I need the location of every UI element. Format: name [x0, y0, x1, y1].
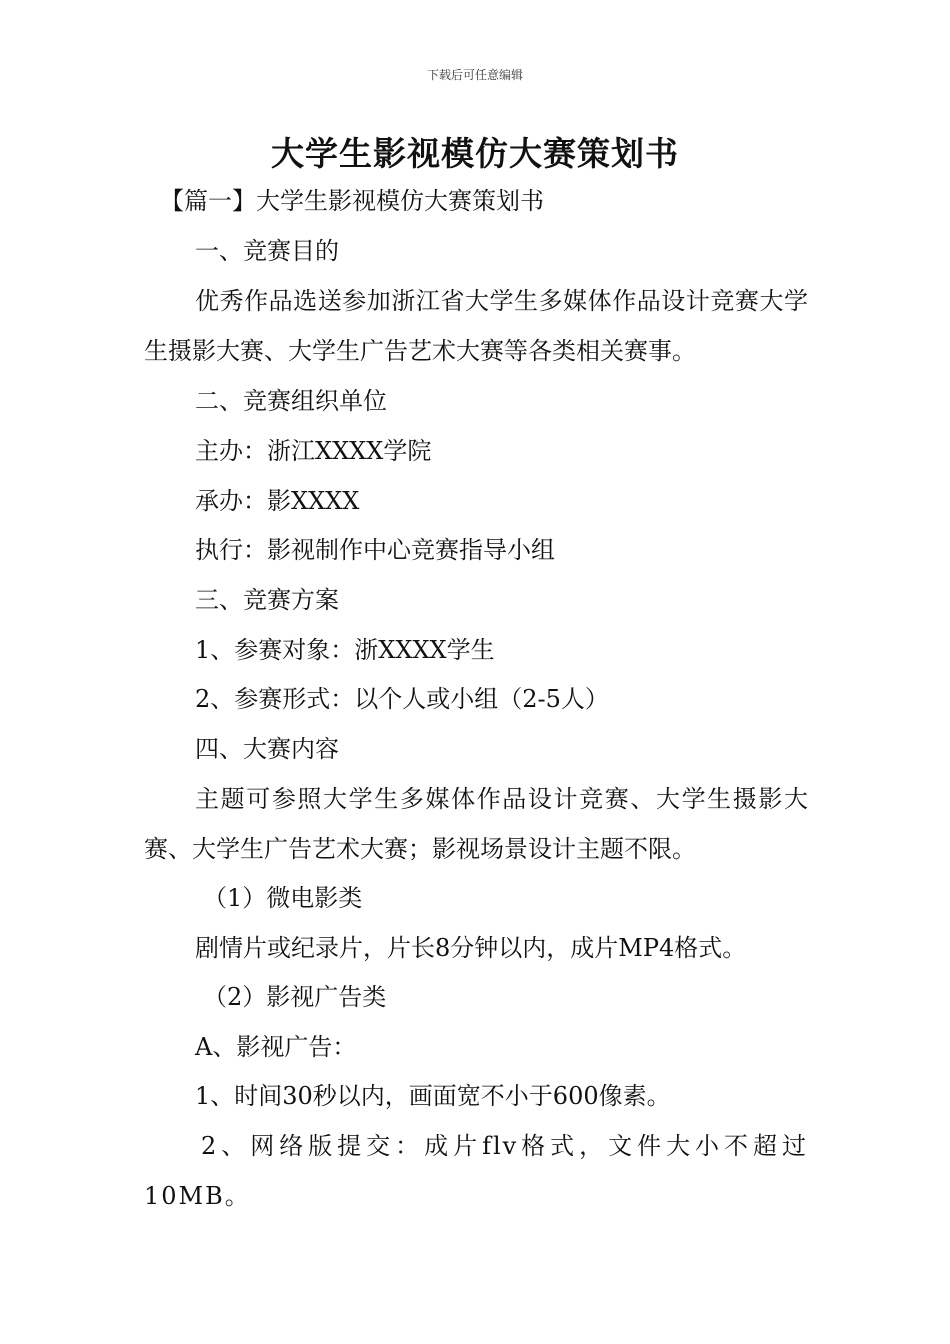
paragraph-executor: 执行：影视制作中心竞赛指导小组	[195, 536, 555, 564]
section-heading-plan: 三、竞赛方案	[195, 586, 339, 614]
paragraph-micro-film-spec: 剧情片或纪录片，片长8分钟以内，成片MP4格式。	[195, 934, 747, 962]
subheading-micro-film: （1）微电影类	[203, 884, 363, 912]
paragraph-format: 2、参赛形式：以个人或小组（2-5人）	[195, 685, 609, 713]
paragraph-purpose: 优秀作品选送参加浙江省大学生多媒体作品设计竞赛大学生摄影大赛、大学生广告艺术大赛等各类相关赛事。	[144, 287, 808, 365]
section-heading-organizers: 二、竞赛组织单位	[195, 387, 387, 415]
paragraph-participants: 1、参赛对象：浙XXXX学生	[195, 636, 495, 664]
document-title: 大学生影视模仿大赛策划书	[271, 134, 679, 173]
paragraph-film-ad-label: A、影视广告：	[195, 1033, 357, 1061]
section-heading-part-one: 【篇一】大学生影视模仿大赛策划书	[160, 187, 544, 215]
paragraph-ad-duration: 1、时间30秒以内，画面宽不小于600像素。	[195, 1082, 671, 1110]
paragraph-host: 主办：浙江XXXX学院	[195, 437, 432, 465]
subheading-film-ad: （2）影视广告类	[203, 983, 387, 1011]
section-heading-purpose: 一、竞赛目的	[195, 237, 339, 265]
paragraph-theme: 主题可参照大学生多媒体作品设计竞赛、大学生摄影大赛、大学生广告艺术大赛；影视场景设计主题不限。	[144, 785, 808, 863]
paragraph-online-submission: 2、网络版提交：成片flv格式，文件大小不超过10MB。	[144, 1132, 808, 1210]
header-note: 下载后可任意编辑	[426, 68, 523, 82]
section-heading-content: 四、大赛内容	[195, 735, 339, 763]
paragraph-co-organizer: 承办：影XXXX	[195, 487, 360, 515]
